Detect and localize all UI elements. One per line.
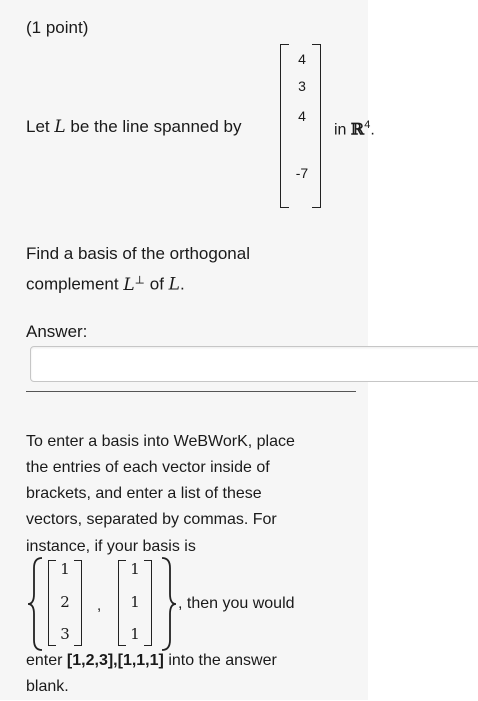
period: . — [370, 121, 375, 139]
find-line-2 — [26, 270, 185, 295]
answer-input[interactable] — [30, 346, 478, 382]
vector-entry: -7 — [295, 165, 309, 181]
answer-label: Answer: — [26, 322, 88, 341]
help-line-3: brackets, and enter a list of these — [26, 485, 262, 502]
find-line-1: Find a basis of the orthogonal — [26, 244, 250, 263]
help-line-1: To enter a basis into WeBWorK, place — [26, 433, 295, 450]
vector-entry: 4 — [298, 108, 306, 124]
enter-line — [26, 648, 277, 675]
then-text: , then you would — [178, 595, 295, 612]
L-perp — [123, 275, 145, 295]
of-word: of — [149, 274, 164, 294]
vec1-entry: 3 — [60, 625, 70, 643]
right-brace — [158, 556, 178, 652]
blank-line: blank. — [26, 678, 69, 695]
complement-word: complement — [26, 274, 119, 294]
into-answer-text: into the answer — [168, 652, 277, 669]
vec1-entry: 1 — [60, 560, 70, 578]
example-code: [1,2,3],[1,1,1] — [66, 652, 164, 669]
vec2-right-bracket — [144, 560, 152, 646]
vec1-left-bracket — [48, 560, 56, 646]
vec2-entry: 1 — [130, 593, 140, 611]
vec2-left-bracket — [118, 560, 126, 646]
vec1-right-bracket — [74, 560, 82, 646]
vec1-entry: 2 — [60, 593, 70, 611]
help-line-2: the entries of each vector inside of — [26, 459, 270, 476]
period-2: . — [179, 274, 185, 294]
perp-symbol: ⊥ — [134, 273, 145, 286]
problem-statement — [26, 117, 242, 137]
in-R4 — [334, 119, 375, 139]
right-bracket — [312, 44, 321, 208]
vector-entry: 3 — [298, 78, 306, 94]
enter-word: enter — [26, 652, 63, 669]
left-brace — [26, 556, 46, 652]
vec2-entry: 1 — [130, 625, 140, 643]
vec2-entry: 1 — [130, 560, 140, 578]
L-perp-base: L — [123, 274, 135, 295]
var-L-2: L — [168, 274, 180, 295]
var-L: L — [54, 117, 66, 137]
real-space-symbol: ℝ — [350, 119, 365, 139]
example-comma: , — [97, 597, 102, 614]
space-exponent: 4 — [364, 119, 371, 131]
prompt-prefix: Let — [26, 117, 50, 136]
prompt-in: in — [334, 121, 347, 139]
divider — [26, 391, 356, 392]
help-line-4: vectors, separated by commas. For — [26, 511, 277, 528]
left-bracket — [280, 44, 289, 208]
prompt-mid: be the line spanned by — [70, 117, 242, 136]
vector-entry: 4 — [298, 51, 306, 67]
points-label: (1 point) — [26, 18, 89, 37]
help-line-5: instance, if your basis is — [26, 538, 196, 555]
